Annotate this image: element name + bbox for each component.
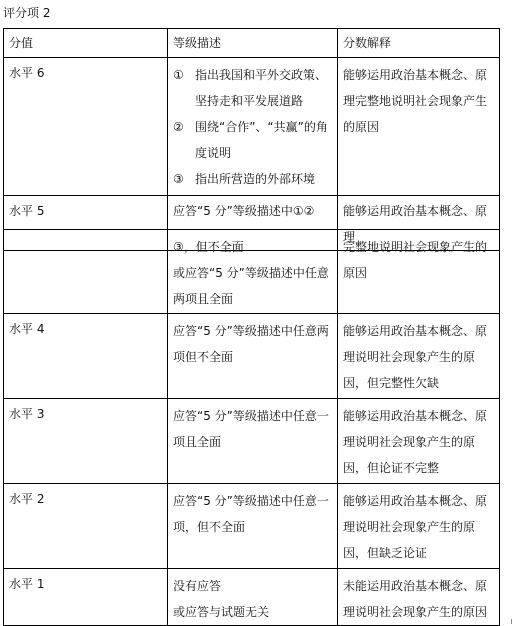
level-label: 水平 1 (9, 577, 45, 591)
description-text: 应答“5 分”等级描述中任意两项但不全面 (173, 324, 329, 364)
description-text: ③，但不全面 或应答“5 分”等级描述中任意两项且全面 (173, 240, 329, 306)
item-number: ① (173, 68, 184, 82)
description-text: 应答“5 分”等级描述中任意一项且全面 (173, 409, 329, 449)
description-text: 应答“5 分”等级描述中①② (173, 204, 315, 218)
description-item (173, 166, 332, 192)
scoring-table-bottom (3, 229, 500, 626)
level-label: 水平 2 (9, 492, 45, 506)
explanation-text: 未能运用政治基本概念、原理说明社会现象产生的原因 (343, 579, 488, 619)
header-level-description: 等级描述 (173, 36, 222, 50)
explanation-text: 能够运用政治基本概念、原理完整地说明社会现象产生的原因 (343, 68, 488, 134)
page-corner-mark (511, 619, 512, 624)
section-title: 评分项 2 (3, 6, 51, 20)
level-label: 水平 5 (9, 204, 45, 218)
header-score-explanation: 分数解释 (343, 36, 392, 50)
item-number: ② (173, 120, 184, 134)
description-text: 应答“5 分”等级描述中任意一项，但不全面 (173, 494, 329, 534)
scoring-table-top (3, 28, 500, 251)
explanation-text: 能够运用政治基本概念、原理说明社会现象产生的原因，但缺乏论证 (343, 494, 488, 560)
level-label: 水平 4 (9, 322, 45, 336)
item-number: ③ (173, 172, 184, 186)
item-text: 指出我国和平外交政策、坚持走和平发展道路 (195, 68, 328, 108)
level-label (4, 230, 167, 236)
item-text: 围绕“合作”、“共赢”的角度说明 (195, 120, 328, 160)
description-item (173, 114, 332, 166)
description-item (173, 62, 332, 114)
explanation-text: 完整地说明社会现象产生的原因 (343, 240, 488, 280)
explanation-text: 能够运用政治基本概念、原理说明社会现象产生的原因，但完整性欠缺 (343, 324, 488, 390)
level-label: 水平 3 (9, 407, 45, 421)
level-label: 水平 6 (9, 66, 45, 80)
header-score: 分值 (9, 36, 34, 50)
description-text: 没有应答 或应答与试题无关 (173, 579, 270, 619)
item-text: 指出所营造的外部环境 (195, 172, 316, 186)
explanation-text: 能够运用政治基本概念、原理说明社会现象产生的原因，但论证不完整 (343, 409, 488, 475)
explanation-text: 能够运用政治基本概念、原理 (343, 204, 488, 244)
